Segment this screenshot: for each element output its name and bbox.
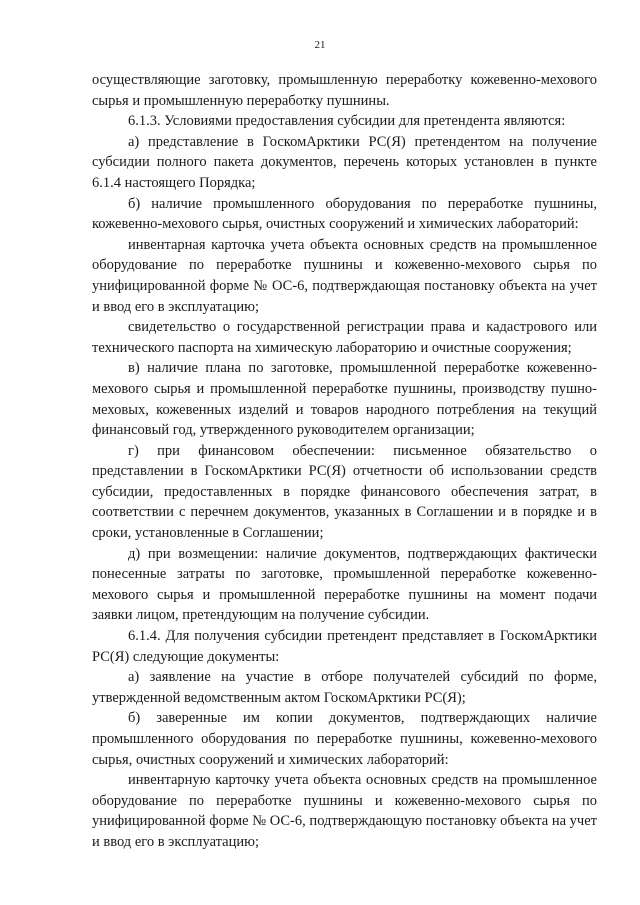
paragraph: а) представление в ГоскомАрктики РС(Я) претендентом на получение субсидии полного пакета документов, перечень которых установлен в пункте 6.1.4 настоящего Порядка; <box>92 133 597 191</box>
paragraph: г) при финансовом обеспечении: письменное обязательство о представлении в ГоскомАрктики РС(Я) отчетности об использовании средств субсидии, предоставленных в порядке финансового обеспечения затрат, в соответствии с перечнем документов, указанных в Соглашении и в порядке и в сроки, установленные в Соглашении; <box>92 442 597 542</box>
paragraph: в) наличие плана по заготовке, промышленной переработке кожевенно-мехового сырья и промышленной переработке пушнины, производству пушно-меховых, кожевенных изделий и товаров народного потребления на текущий финансовый год, утвержденного руководителем организации; <box>92 360 597 439</box>
paragraph: а) заявление на участие в отборе получателей субсидий по форме, утвержденной ведомственным актом ГоскомАрктики РС(Я); <box>92 669 597 706</box>
paragraph: 6.1.3. Условиями предоставления субсидии для претендента являются: <box>128 113 566 130</box>
paragraph: д) при возмещении: наличие документов, подтверждающих фактически понесенные затраты по заготовке, промышленной переработке кожевенно-мехового сырья и промышленной переработке пушнины на момент подачи заявки лицом, претендующим на получение субсидии. <box>92 545 597 624</box>
page-number: 21 <box>314 39 326 51</box>
paragraph: б) заверенные им копии документов, подтверждающих наличие промышленного оборудования по переработке пушнины, кожевенно-мехового сырья, очистных сооружений и химических лабораторий: <box>92 710 597 768</box>
paragraph: б) наличие промышленного оборудования по переработке пушнины, кожевенно-мехового сырья, очистных сооружений и химических лабораторий: <box>92 195 597 233</box>
paragraph: свидетельство о государственной регистрации права и кадастрового или технического паспорта на химическую лабораторию и очистные сооружения; <box>92 319 597 356</box>
paragraph: осуществляющие заготовку, промышленную переработку кожевенно-мехового сырья и промышленную переработку пушнины. <box>92 72 597 109</box>
paragraph: 6.1.4. Для получения субсидии претендент представляет в ГоскомАрктики РС(Я) следующие документы: <box>92 628 597 665</box>
paragraph: инвентарную карточку учета объекта основных средств на промышленное оборудование по переработке пушнины и кожевенно-мехового сырья по унифицированной форме № ОС-6, подтверждающую постановку объекта на учет и ввод его в эксплуатацию; <box>92 772 597 850</box>
paragraph: инвентарная карточка учета объекта основных средств на промышленное оборудование по переработке пушнины и кожевенно-мехового сырья по унифицированной форме № ОС-6, подтверждающая постановку объекта на учет и ввод его в эксплуатацию; <box>92 236 597 315</box>
document-body <box>92 70 597 853</box>
